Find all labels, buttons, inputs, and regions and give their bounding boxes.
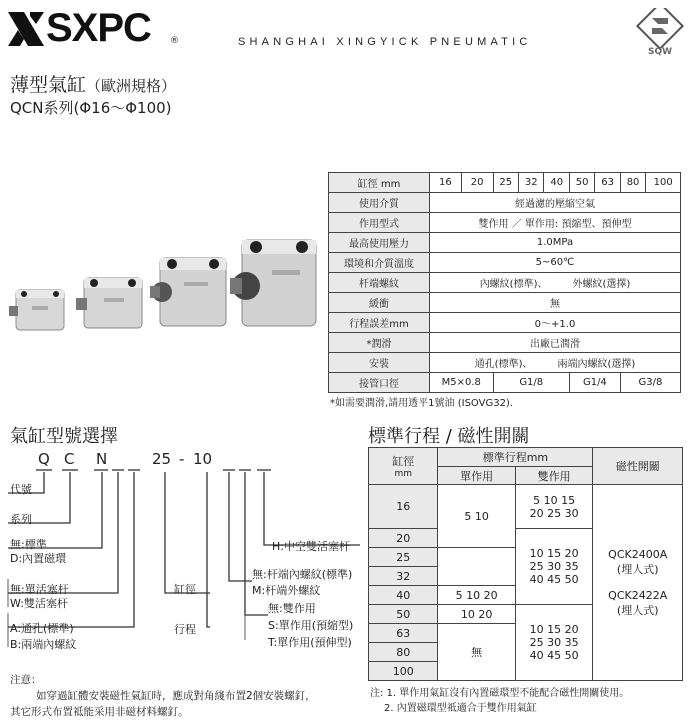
double-value: 10 15 20 (529, 547, 579, 560)
bore-cell: 100 (369, 662, 438, 681)
row-label: *潤滑 (329, 333, 430, 353)
cylinder-63-image (228, 234, 320, 332)
double-value: 10 15 20 (529, 623, 579, 636)
double-value: 40 45 50 (529, 649, 579, 662)
row-label: 最高使用壓力 (329, 233, 430, 253)
bore-cell: 80 (369, 643, 438, 662)
bore-label: 缸徑 mm (329, 173, 430, 193)
row-value: 0～+1.0 (430, 313, 681, 333)
switch-note-2: (埋人式) (616, 603, 659, 617)
table-row (329, 353, 681, 373)
row-label: 環境和介質溫度 (329, 253, 430, 273)
notice-title: 注意： (10, 674, 42, 686)
row-label: 作用型式 (329, 213, 430, 233)
stroke-table-title: 標準行程 / 磁性開關 (368, 426, 530, 447)
bore-cell: 25 (493, 173, 518, 193)
row-label: 使用介質 (329, 193, 430, 213)
label-series: 系列 (10, 513, 32, 526)
switch-cell (593, 485, 683, 681)
row-value: 內螺紋(標準)、 外螺紋(選擇) (430, 273, 681, 293)
double-value: 25 30 35 (529, 636, 579, 649)
page-title (10, 70, 176, 97)
label-magnet-none: 無:標準 (10, 538, 47, 551)
install-notice (10, 672, 316, 720)
row-value: 通孔(標準)、 兩端內螺紋(選擇) (430, 353, 681, 373)
std-stroke-header: 標準行程mm (438, 448, 593, 467)
company-name: SHANGHAI XINGYICK PNEUMATIC (238, 36, 532, 48)
title-sub: （歐洲規格） (86, 77, 177, 95)
label-act-s: S:單作用(預縮型) (268, 619, 354, 632)
bore-cell: 100 (646, 173, 681, 193)
table-row (329, 333, 681, 353)
single-header: 單作用 (438, 467, 515, 485)
bore-cell: 40 (369, 586, 438, 605)
spec-table (328, 172, 681, 393)
cylinder-40-image (148, 252, 230, 332)
port-cell: G1/4 (569, 373, 620, 393)
label-bore: 缸徑 (174, 583, 196, 596)
table-row (329, 253, 681, 273)
code-bore: 25 (152, 450, 172, 468)
sqw-logo-text: SQW (647, 47, 673, 56)
stroke-note-2: 2. 內置磁環型祗適合于雙作用氣缸 (384, 703, 537, 714)
code-stroke: 10 (193, 450, 213, 468)
notice-line-2: 其它形式布置祗能采用非磁材料螺釘。 (10, 706, 189, 718)
row-label: 安裝 (329, 353, 430, 373)
label-thread-none: 無:杆端內螺紋(標準) (252, 568, 353, 581)
stroke-note-1: 注: 1. 單作用氣缸沒有內置磁環型不能配合磁性開關使用。 (370, 688, 630, 699)
row-value: 出廠已潤滑 (430, 333, 681, 353)
row-label: 杆端螺紋 (329, 273, 430, 293)
sqw-logo-icon (634, 8, 686, 56)
double-header: 雙作用 (515, 467, 592, 485)
bore-cell: 16 (430, 173, 462, 193)
lubrication-note: *如需要潤滑,請用透平1號油 (ISOVG32). (330, 398, 514, 409)
row-label: 行程誤差mm (329, 313, 430, 333)
single-cell: 10 20 (438, 605, 515, 624)
code-dash: - (179, 450, 185, 468)
bore-header: 缸徑 (392, 455, 415, 468)
label-thread-m: M:杆端外螺紋 (252, 584, 321, 597)
bore-cell: 63 (369, 624, 438, 643)
row-value: 1.0MPa (430, 233, 681, 253)
title-main: 薄型氣缸 (10, 74, 87, 96)
bore-cell: 32 (369, 567, 438, 586)
double-value: 40 45 50 (529, 573, 579, 586)
bore-cell: 63 (595, 173, 620, 193)
code-c: C (64, 450, 75, 468)
row-value: 無 (430, 293, 681, 313)
table-row (329, 213, 681, 233)
label-mount-b: B:兩端內螺紋 (10, 638, 77, 651)
label-mount-a: A:通孔(標準) (10, 622, 74, 635)
switch-note-1: (埋人式) (616, 562, 659, 576)
cylinder-25-image (74, 272, 146, 334)
bore-cell: 25 (369, 548, 438, 567)
table-row (369, 448, 683, 467)
table-row (329, 373, 681, 393)
label-rod-w: W:雙活塞杆 (10, 597, 68, 610)
row-value: 雙作用 ／ 單作用: 預縮型、預伸型 (430, 213, 681, 233)
code-n: N (96, 450, 108, 468)
bore-cell: 50 (569, 173, 594, 193)
single-cell: 5 10 (438, 485, 515, 548)
bore-cell: 50 (369, 605, 438, 624)
bore-cell: 20 (369, 529, 438, 548)
bore-cell: 32 (519, 173, 544, 193)
table-row (329, 293, 681, 313)
bore-cell: 20 (461, 173, 493, 193)
series-label: QCN系列(Φ16～Φ100) (10, 99, 172, 117)
table-row (369, 485, 683, 529)
code-q: Q (38, 450, 50, 468)
bore-cell: 40 (544, 173, 569, 193)
stroke-table (368, 447, 683, 681)
bore-cell: 80 (620, 173, 645, 193)
model-selection-title: 氣缸型號選擇 (10, 426, 118, 447)
switch-model-1: QCK2400A (608, 547, 668, 561)
row-value: 5~60℃ (430, 253, 681, 273)
label-rod-none: 無:單活塞杆 (10, 583, 69, 596)
port-cell: G3/8 (620, 373, 680, 393)
label-code: 代號 (10, 483, 32, 496)
stroke-notes (370, 686, 629, 716)
port-label: 接管口徑 (329, 373, 430, 393)
switch-header: 磁性開關 (593, 448, 683, 485)
port-cell: G1/8 (493, 373, 569, 393)
table-row (329, 233, 681, 253)
row-value: 經過濾的壓縮空氣 (430, 193, 681, 213)
bore-cell: 16 (369, 485, 438, 529)
xs-logo-icon (8, 12, 44, 46)
label-act-t: T:單作用(預伸型) (268, 636, 352, 649)
double-cell (515, 485, 592, 529)
double-cell (515, 605, 592, 681)
label-magnet-d: D:內置磁環 (10, 552, 67, 565)
label-act-none: 無:雙作用 (268, 602, 316, 615)
table-row (329, 273, 681, 293)
double-value: 20 25 30 (529, 506, 579, 520)
table-row (329, 313, 681, 333)
brand-name: SXPC (46, 6, 151, 50)
row-label: 緩衝 (329, 293, 430, 313)
bore-unit: mm (394, 469, 412, 479)
table-row (329, 173, 681, 193)
single-cell: 5 10 20 (438, 586, 515, 605)
port-cell: M5×0.8 (430, 373, 494, 393)
label-hollow: H:中空雙活塞杆 (272, 540, 350, 553)
switch-model-2: QCK2422A (608, 588, 668, 602)
notice-line-1: 如穿過缸體安裝磁性氣缸時，應成對角綫布置2個安裝螺釘， (36, 690, 316, 702)
table-row (329, 193, 681, 213)
double-value: 25 30 35 (529, 560, 579, 573)
single-cell: 無 (438, 624, 515, 681)
label-stroke: 行程 (174, 623, 196, 636)
double-cell (515, 529, 592, 605)
bore-header-cell (369, 448, 438, 485)
double-value: 5 10 15 (533, 493, 576, 507)
single-cell-empty (438, 548, 515, 586)
cylinder-16-image (8, 284, 68, 336)
registered-mark: ® (170, 36, 179, 46)
